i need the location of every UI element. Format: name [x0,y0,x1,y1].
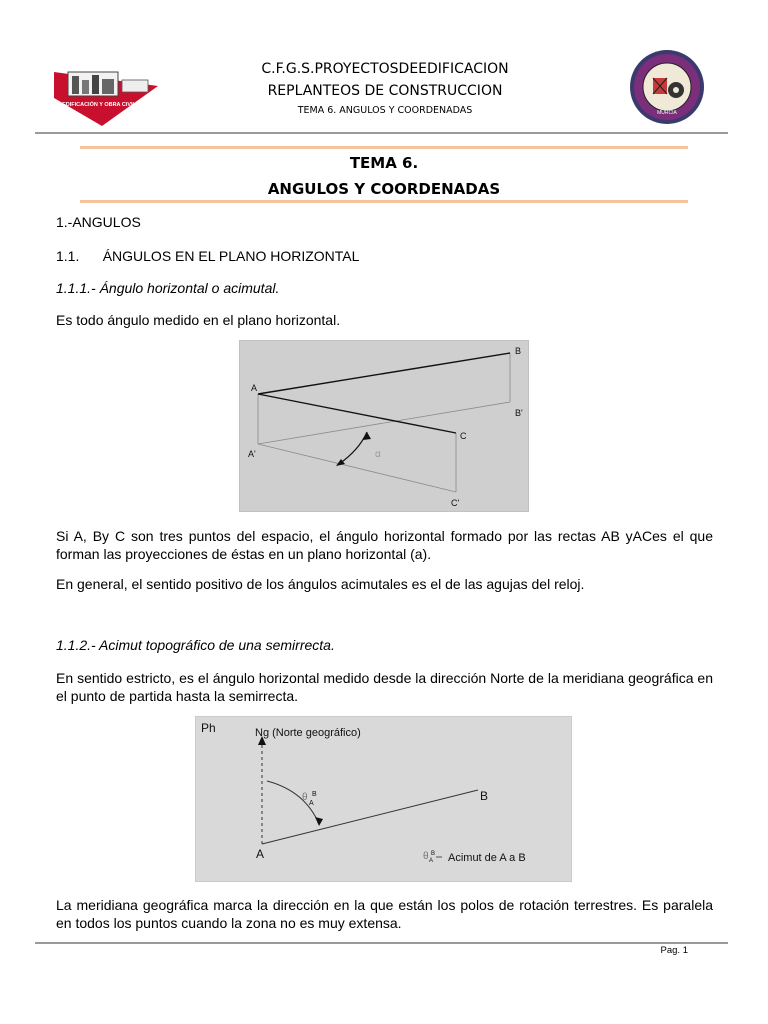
label-theta-sub: A [309,800,314,807]
institution-seal [628,48,706,126]
document-title [80,150,688,202]
legend-theta-sub: A [429,858,434,864]
paragraph-2: Si A, By C son tres puntos del espacio, el ángulo horizontal formado por las rectas AB yACes el que forman las proyecciones de éstas en un plano horizontal (a). [56,528,713,562]
header-line-2: REPLANTEOS DE CONSTRUCCION [267,83,503,99]
paragraph-3: En general, el sentido positivo de los ángulos acimutales es el de las agujas del reloj. [56,576,585,592]
page-number: Pag. 1 [660,945,688,956]
label-theta-sup: B [312,791,317,798]
header-line-1: C.F.G.S.PROYECTOSDEEDIFICACION [261,61,509,77]
logo-caption: EDIFICACIÓN Y OBRA CIVIL [62,102,136,108]
paragraph-1: Es todo ángulo medido en el plano horizontal. [56,312,341,328]
legend-theta: θ [423,851,429,862]
label-b-prime: B' [515,408,523,418]
label-c-prime: C' [451,498,460,508]
label-a-prime: A' [248,449,256,459]
page-header [0,0,768,135]
label-alpha: α [375,449,381,460]
label-theta: θ [302,792,308,803]
label-b: B [515,346,522,356]
title-line-2: ANGULOS Y COORDENADAS [267,180,501,198]
label-c: C [460,431,467,441]
figure-azimuth [195,716,572,882]
title-rule-bottom [80,200,688,203]
header-text [150,58,620,120]
section-heading-1-1-1: 1.1.1.- Ángulo horizontal o acimutal. [56,280,280,296]
header-line-3: TEMA 6. ANGULOS Y COORDENADAS [297,105,473,116]
figure-horizontal-angle [239,340,529,512]
figure-1-background [239,340,529,512]
header-divider [35,132,728,134]
label-a: A [251,383,258,393]
label-a: A [256,847,265,861]
paragraph-5: La meridiana geográfica marca la dirección en la que están los polos de rotación terrestres. Es paralela en todos los puntos cuando la zona no es muy extensa. [56,897,713,931]
label-b: B [480,789,489,803]
label-ng: Ng (Norte geográfico) [255,727,361,739]
title-line-1: TEMA 6. [349,154,419,172]
legend-acimut: Acimut de A a B [448,852,526,864]
paragraph-4: En sentido estricto, es el ángulo horizontal medido desde la dirección Norte de la meridiana geográfica en el punto de partida hasta la semirrecta. [56,670,713,704]
seal-text: MURCIA [657,110,677,116]
label-ph: Ph [201,721,216,735]
section-heading-1-1: 1.1. ÁNGULOS EN EL PLANO HORIZONTAL [56,248,360,264]
title-rule-top [80,146,688,149]
legend-theta-sup: B [431,851,436,857]
section-heading-1-1-2: 1.1.2.- Acimut topográfico de una semirrecta. [56,637,335,653]
school-logo [52,68,160,128]
footer-divider [35,942,728,944]
section-heading-1: 1.-ANGULOS [56,214,141,230]
